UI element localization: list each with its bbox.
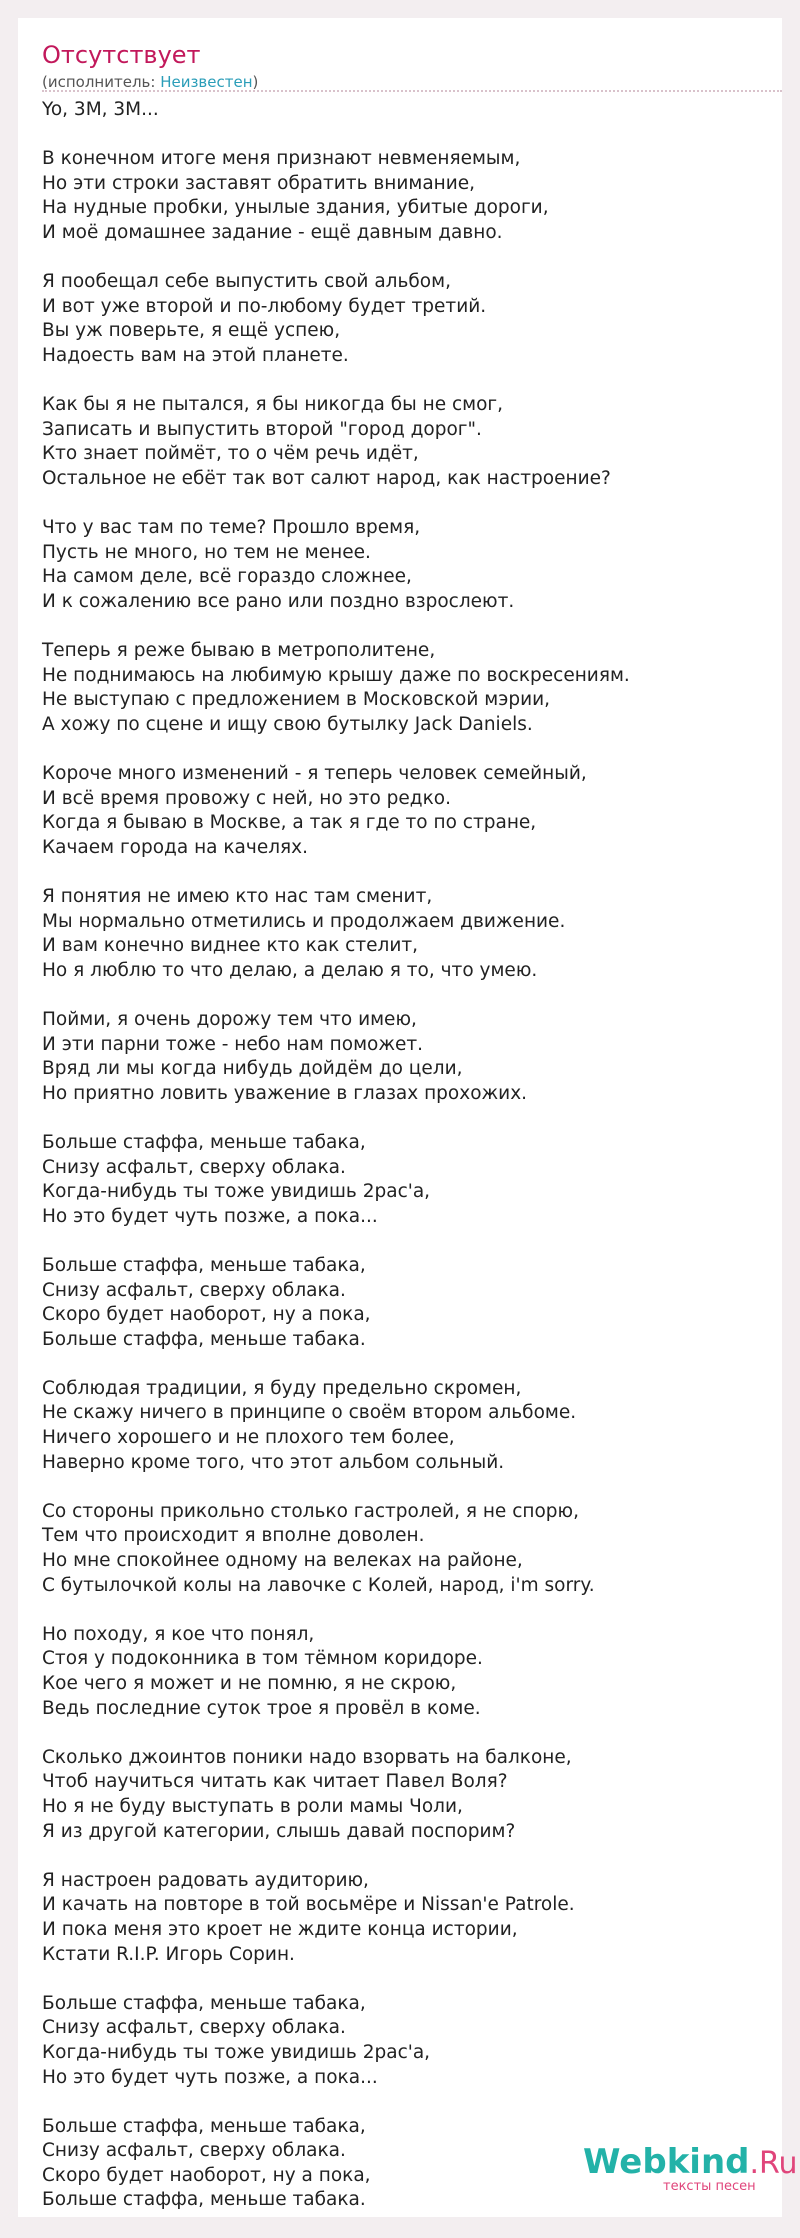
lyric-line: Ничего хорошего и не плохого тем более, (42, 1427, 455, 1449)
lyric-line: Больше стаффа, меньше табака, (42, 1992, 366, 2014)
lyric-stanza (42, 1623, 782, 1721)
lyric-line: Снизу асфальт, сверху облака. (42, 1156, 346, 1178)
lyric-line: Что у вас там по теме? Прошло время, (42, 517, 421, 539)
artist-suffix: ) (252, 73, 259, 91)
lyric-line: Но это будет чуть позже, а пока... (42, 2066, 378, 2088)
lyric-stanza (42, 1992, 782, 2090)
lyric-line: Больше стаффа, меньше табака, (42, 2115, 366, 2137)
lyric-line: На самом деле, всё гораздо сложнее, (42, 566, 412, 588)
lyric-line: Пусть не много, но тем не менее. (42, 541, 371, 563)
lyric-line: Кое чего я может и не помню, я не скрою, (42, 1673, 457, 1694)
lyric-stanza (42, 1131, 782, 1229)
lyric-line: И вот уже второй и по-любому будет третий. (42, 295, 487, 317)
lyric-line: Больше стаффа, меньше табака. (42, 1328, 366, 1350)
lyric-stanza (42, 393, 782, 491)
lyric-line: Я понятия не имею кто нас там сменит, (42, 886, 433, 907)
title-divider (42, 90, 782, 92)
lyric-line: Не скажу ничего в принципе о своём втором альбоме. (42, 1402, 577, 1424)
lyric-line: Вряд ли мы когда нибудь дойдём до цели, (42, 1058, 463, 1080)
lyric-line: Скоро будет наоборот, ну а пока, (42, 2164, 371, 2186)
lyric-line: Снизу асфальт, сверху облака. (42, 2017, 346, 2039)
lyric-line: Вы уж поверьте, я ещё успею, (42, 320, 341, 342)
lyric-line: Качаем города на качелях. (42, 836, 308, 858)
lyric-line: Скоро будет наоборот, ну а пока, (42, 1304, 371, 1326)
lyric-line: Yo, 3M, 3M... (42, 99, 159, 120)
lyric-line: Кто знает поймёт, то о чём речь идёт, (42, 443, 419, 465)
lyric-line: Теперь я реже бываю в метрополитене, (42, 640, 436, 662)
lyric-stanza (42, 639, 782, 737)
lyric-line: Но я люблю то что делаю, а делаю я то, что умею. (42, 959, 538, 981)
lyric-line: И к сожалению все рано или поздно взрослеют. (42, 590, 515, 612)
logo-tagline: тексты песен (663, 2179, 756, 2194)
lyric-line: Соблюдая традиции, я буду предельно скромен, (42, 1377, 522, 1399)
lyric-line: Как бы я не пытался, я бы никогда бы не смог, (42, 394, 504, 416)
lyric-line: В конечном итоге меня признают невменяемым, (42, 148, 521, 170)
lyric-line: Я настроен радовать аудиторию, (42, 1869, 369, 1891)
lyric-line: А хожу по сцене и ищу свою бутылку Jack Daniels. (42, 713, 533, 735)
lyric-stanza (42, 1377, 782, 1475)
lyric-line: Короче много изменений - я теперь человек семейный, (42, 763, 587, 785)
lyric-stanza (42, 147, 782, 245)
lyric-line: И моё домашнее задание - ещё давным давно. (42, 221, 503, 243)
logo-tld: .Ru (749, 2146, 798, 2181)
lyric-line: Кстати R.I.P. Игорь Сорин. (42, 1943, 295, 1965)
lyric-line: Больше стаффа, меньше табака, (42, 1131, 366, 1153)
lyric-stanza (42, 1500, 782, 1598)
lyric-line: С бутылочкой колы на лавочке с Колей, народ, i'm sorry. (42, 1574, 595, 1596)
lyric-stanza (42, 1008, 782, 1106)
lyric-line: Снизу асфальт, сверху облака. (42, 2140, 346, 2162)
lyric-line: Но приятно ловить уважение в глазах прохожих. (42, 1082, 528, 1104)
lyric-stanza (42, 885, 782, 983)
lyric-line: Но мне спокойнее одному на велеках на районе, (42, 1550, 523, 1572)
lyric-stanza (42, 516, 782, 614)
lyrics-card (18, 18, 798, 2217)
lyric-line: Но походу, я кое что понял, (42, 1623, 315, 1645)
lyric-line: На нудные пробки, унылые здания, убитые дороги, (42, 197, 549, 219)
lyric-line: Тем что происходит я вполне доволен. (42, 1525, 425, 1547)
lyric-line: Надоесть вам на этой планете. (42, 344, 349, 366)
lyric-line: И всё время провожу с ней, но это редко. (42, 787, 451, 809)
artist-prefix: (исполнитель: (42, 73, 161, 91)
lyric-line: Я из другой категории, слышь давай поспорим? (42, 1820, 516, 1842)
lyric-line: Больше стаффа, меньше табака, (42, 1254, 366, 1276)
lyric-stanza (42, 1869, 782, 1967)
lyrics-text (42, 98, 782, 2238)
lyric-stanza (42, 1254, 782, 1352)
lyric-line: Когда я бываю в Москве, а так я где то по стране, (42, 812, 537, 834)
lyric-line: Чтоб научиться читать как читает Павел Воля? (42, 1771, 508, 1793)
lyric-stanza (42, 270, 782, 368)
song-subtitle (42, 72, 258, 92)
lyric-line: И вам конечно виднее кто как стелит, (42, 935, 418, 957)
lyric-line: Когда-нибудь ты тоже увидишь 2рас'а, (42, 2041, 431, 2063)
lyric-stanza (42, 762, 782, 860)
lyric-line: Когда-нибудь ты тоже увидишь 2рас'а, (42, 1181, 431, 1203)
lyric-line: Записать и выпустить второй "город дорог". (42, 418, 482, 440)
lyric-line: Снизу асфальт, сверху облака. (42, 1279, 346, 1301)
logo-name: Webkind (583, 2142, 750, 2182)
lyric-line: Но эти строки заставят обратить внимание, (42, 172, 476, 194)
lyric-line: Ведь последние суток трое я провёл в коме. (42, 1697, 481, 1719)
logo-wordmark (583, 2142, 798, 2184)
site-logo[interactable] (583, 2142, 798, 2202)
lyric-line: Мы нормально отметились и продолжаем движение. (42, 910, 566, 932)
lyric-line: Но я не буду выступать в роли мамы Чоли, (42, 1795, 463, 1817)
lyric-line: И пока меня это кроет не ждите конца истории, (42, 1918, 518, 1940)
lyric-line: Но это будет чуть позже, а пока... (42, 1205, 378, 1227)
lyric-line: Не выступаю с предложением в Московской мэрии, (42, 689, 551, 711)
song-title: Отсутствует (42, 41, 201, 69)
artist-link[interactable]: Неизвестен (160, 73, 253, 91)
lyric-line: Со стороны прикольно столько гастролей, я не спорю, (42, 1500, 579, 1522)
lyric-line: Сколько джоинтов поники надо взорвать на балконе, (42, 1746, 572, 1768)
lyric-line: И эти парни тоже - небо нам поможет. (42, 1033, 424, 1055)
lyric-line: Я пообещал себе выпустить свой альбом, (42, 271, 451, 293)
lyric-line: И качать на повторе в той восьмёре и Nissan'e Patrole. (42, 1894, 575, 1916)
lyric-line: Больше стаффа, меньше табака. (42, 2189, 366, 2211)
lyric-stanza (42, 98, 782, 123)
lyric-line: Не поднимаюсь на любимую крышу даже по воскресениям. (42, 664, 630, 686)
lyric-line: Наверно кроме того, что этот альбом сольный. (42, 1451, 505, 1473)
lyric-stanza (42, 1746, 782, 1844)
lyric-line: Пойми, я очень дорожу тем что имею, (42, 1008, 417, 1030)
lyric-line: Стоя у подоконника в том тёмном коридоре. (42, 1648, 483, 1670)
lyric-line: Остальное не ебёт так вот салют народ, как настроение? (42, 467, 611, 489)
